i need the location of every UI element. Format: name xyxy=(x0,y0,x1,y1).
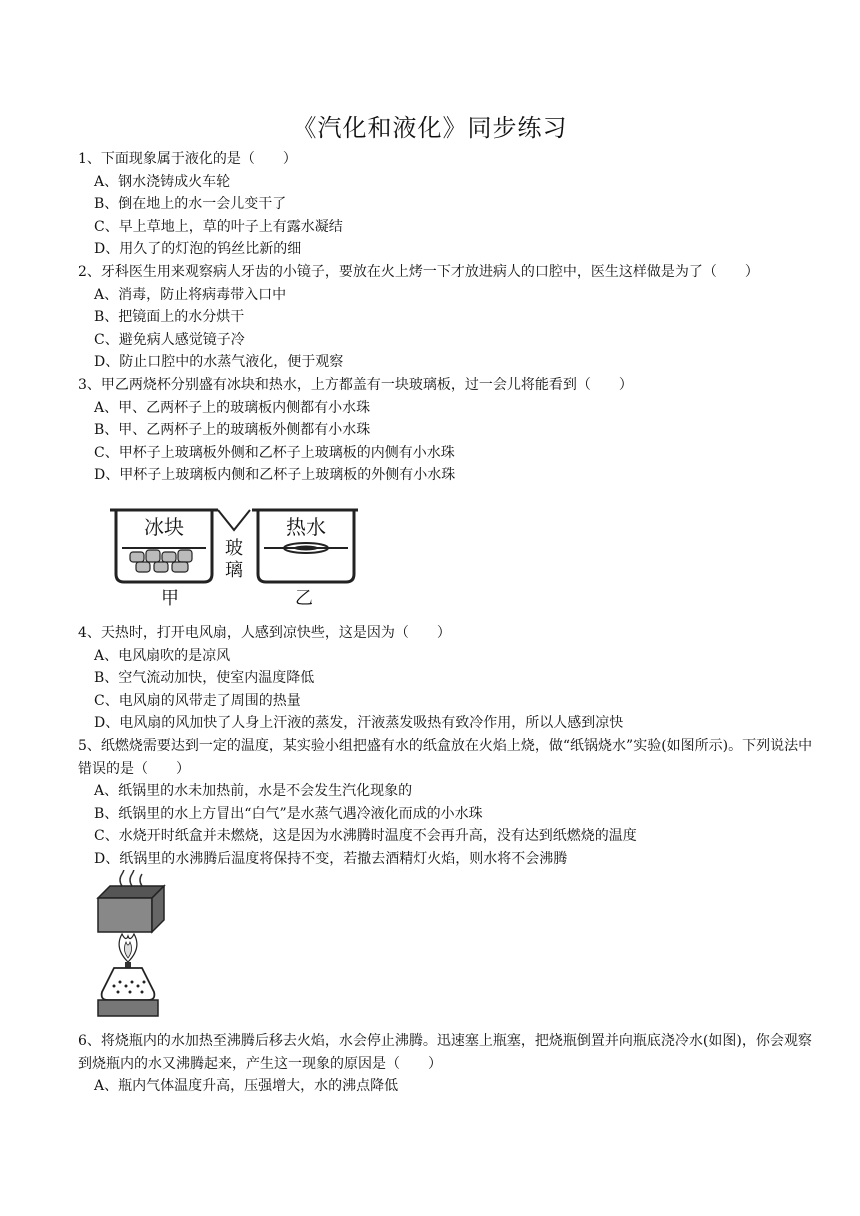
option-d: D、防止口腔中的水蒸气液化，便于观察 xyxy=(94,354,344,370)
beakers-figure xyxy=(108,500,360,612)
option-a: A、电风扇吹的是凉风 xyxy=(94,647,231,664)
question-3 xyxy=(78,374,820,487)
option-a: A、消毒，防止将病毒带入口中 xyxy=(94,286,287,303)
option-c: C、早上草地上，草的叶子上有露水凝结 xyxy=(94,218,343,235)
option-a: A、瓶内气体温度升高，压强增大，水的沸点降低 xyxy=(94,1078,399,1094)
question-5 xyxy=(78,735,820,870)
ice-label: 冰块 xyxy=(144,515,184,539)
question-2 xyxy=(78,261,820,374)
hot-water-label: 热水 xyxy=(286,515,326,539)
question-1 xyxy=(78,148,820,261)
page-title: 《汽化和液化》同步练习 xyxy=(292,114,568,142)
option-a: A、钢水浇铸成火车轮 xyxy=(94,173,231,190)
question-stem: 5、纸燃烧需要达到一定的温度，某实验小组把盛有水的纸盒放在火焰上烧，做“纸锅烧水”实验(如图所示)。下列说法中错误的是（ ） xyxy=(78,738,813,777)
option-c: C、避免病人感觉镜子冷 xyxy=(94,331,245,348)
option-c: C、水烧开时纸盒并未燃烧，这是因为水沸腾时温度不会再升高，没有达到纸燃烧的温度 xyxy=(94,828,637,844)
paper-pot-figure xyxy=(92,870,170,1020)
question-4 xyxy=(78,622,820,735)
option-a: A、甲、乙两杯子上的玻璃板内侧都有小水珠 xyxy=(94,399,371,416)
question-stem: 1、下面现象属于液化的是（ ） xyxy=(78,151,297,167)
glass-label-2: 璃 xyxy=(225,560,243,581)
question-stem: 2、牙科医生用来观察病人牙齿的小镜子，要放在火上烤一下才放进病人的口腔中，医生这样做是为了（ ） xyxy=(78,264,759,280)
question-stem: 3、甲乙两烧杯分别盛有冰块和热水，上方都盖有一块玻璃板，过一会儿将能看到（ ） xyxy=(78,377,633,393)
question-stem: 6、将烧瓶内的水加热至沸腾后移去火焰，水会停止沸腾。迅速塞上瓶塞，把烧瓶倒置并向瓶底浇冷水(如图)，你会观察到烧瓶内的水又沸腾起来，产生这一现象的原因是（ ） xyxy=(78,1033,812,1072)
option-c: C、电风扇的风带走了周围的热量 xyxy=(94,692,301,709)
beakers-illustration xyxy=(108,500,360,612)
option-d: D、甲杯子上玻璃板内侧和乙杯子上玻璃板的外侧有小水珠 xyxy=(94,467,456,483)
option-d: D、用久了的灯泡的钨丝比新的细 xyxy=(94,241,302,257)
option-b: B、把镜面上的水分烘干 xyxy=(94,309,245,325)
glass-label-1: 玻 xyxy=(225,538,243,559)
beaker-b-label: 乙 xyxy=(295,588,313,609)
question-6 xyxy=(78,1030,820,1098)
option-c: C、甲杯子上玻璃板外侧和乙杯子上玻璃板的内侧有小水珠 xyxy=(94,444,455,461)
option-b: B、空气流动加快，使室内温度降低 xyxy=(94,670,315,686)
option-b: B、纸锅里的水上方冒出“白气”是水蒸气遇冷液化而成的小水珠 xyxy=(94,805,483,822)
option-b: B、倒在地上的水一会儿变干了 xyxy=(94,196,287,212)
option-a: A、纸锅里的水未加热前，水是不会发生汽化现象的 xyxy=(94,783,413,799)
beaker-a-label: 甲 xyxy=(161,588,179,609)
option-d: D、电风扇的风加快了人身上汗液的蒸发，汗液蒸发吸热有致冷作用，所以人感到凉快 xyxy=(94,715,624,731)
paper-pot-illustration xyxy=(92,870,170,1020)
option-d: D、纸锅里的水沸腾后温度将保持不变，若撤去酒精灯火焰，则水将不会沸腾 xyxy=(94,850,568,867)
option-b: B、甲、乙两杯子上的玻璃板外侧都有小水珠 xyxy=(94,422,371,438)
question-stem: 4、天热时，打开电风扇，人感到凉快些，这是因为（ ） xyxy=(78,625,451,641)
